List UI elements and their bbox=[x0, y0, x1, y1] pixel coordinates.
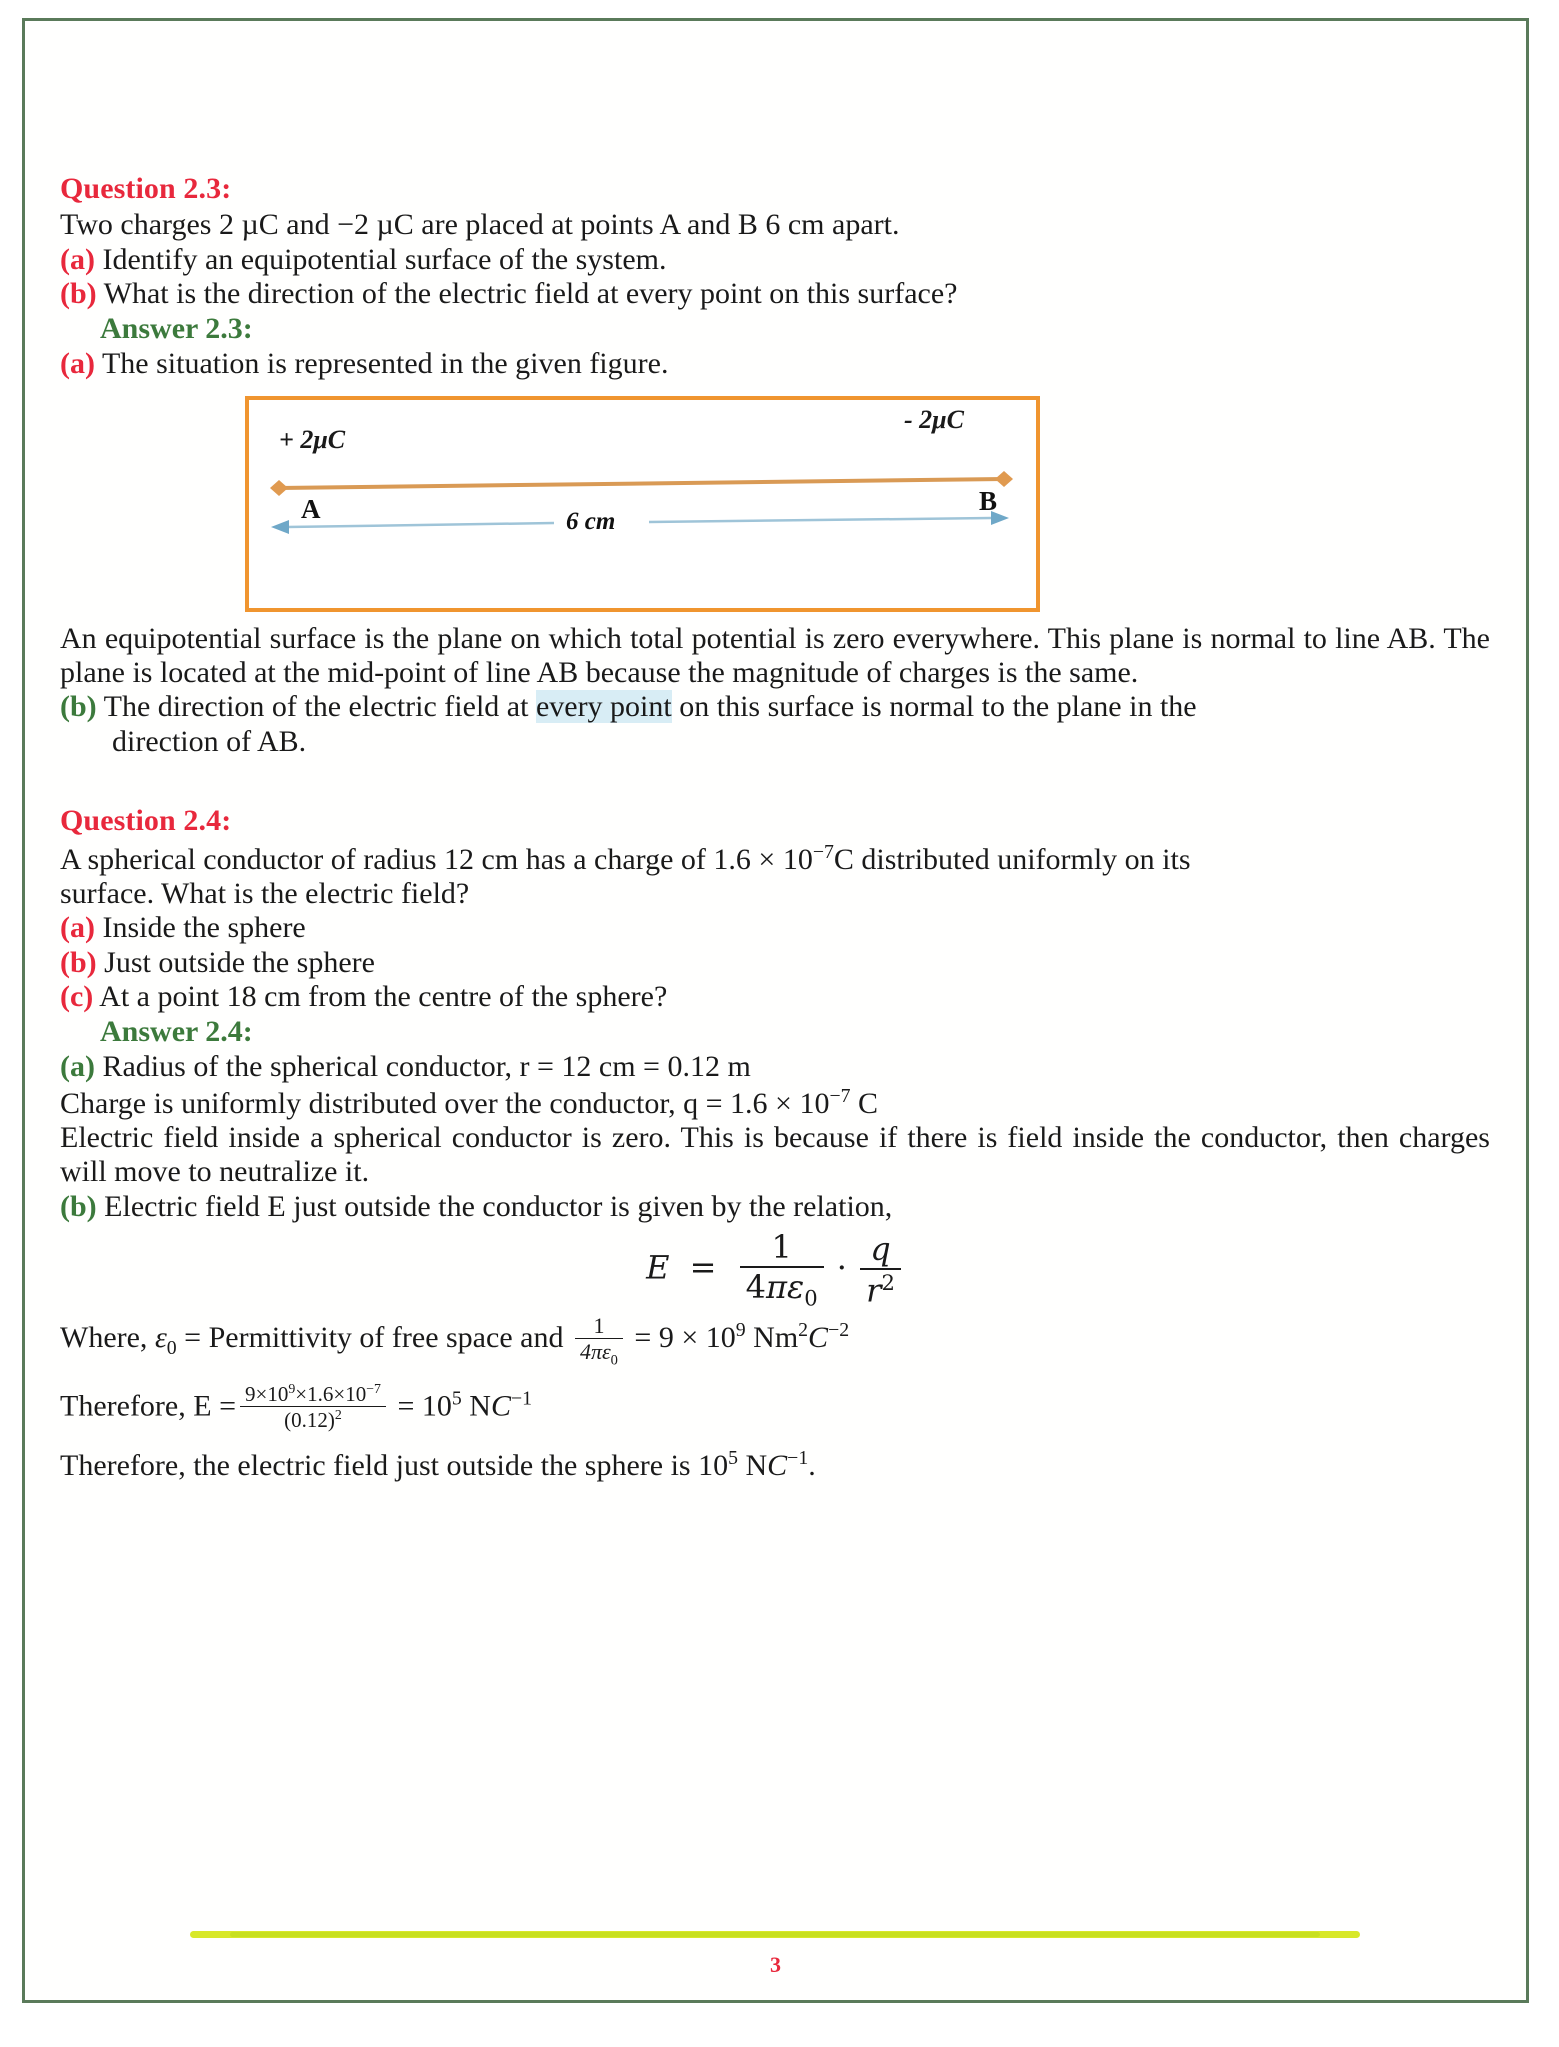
dimension-line-left bbox=[287, 523, 554, 527]
footer-rule bbox=[190, 1931, 1360, 1938]
answer-2-4-part-a bbox=[60, 1050, 1490, 1084]
q24-answer-text-b: Electric field E just outside the conductor is given by the relation, bbox=[104, 1189, 893, 1223]
part-label-b: (b) bbox=[60, 277, 97, 311]
therefore-denominator bbox=[240, 1406, 386, 1431]
den-4: 4 bbox=[745, 1267, 766, 1306]
den-r: r bbox=[866, 1271, 882, 1310]
q24-answer-label-b: (b) bbox=[60, 1189, 97, 1223]
where-frac-num: 1 bbox=[593, 1312, 605, 1338]
question-2-3-part-a bbox=[60, 243, 1490, 277]
den-pi: π bbox=[765, 1267, 788, 1306]
ther-num-b: ×1.6×10 bbox=[295, 1382, 367, 1407]
formula-fraction-2 bbox=[860, 1229, 901, 1310]
answer-2-4-heading: Answer 2.4: bbox=[100, 1015, 253, 1049]
part-text-b: What is the direction of the electric field at every point on this surface? bbox=[103, 277, 958, 311]
where-units-sup1: 2 bbox=[798, 1318, 809, 1341]
where-frac-den bbox=[575, 1338, 623, 1369]
question-2-4-part-a bbox=[60, 911, 1490, 945]
answer-2-3-part-b-cont: direction of AB. bbox=[112, 724, 307, 758]
dimension-line-right bbox=[649, 518, 991, 522]
where-epsilon-sub: 0 bbox=[166, 1336, 177, 1359]
answer-2-3-heading: Answer 2.3: bbox=[100, 312, 253, 346]
where-mid: = Permittivity of free space and bbox=[176, 1320, 571, 1354]
point-b-marker bbox=[995, 471, 1013, 487]
electric-field-computation-line bbox=[60, 1382, 1490, 1431]
page-frame bbox=[22, 18, 1529, 2003]
dimension-arrow-left bbox=[271, 520, 289, 534]
section-gap bbox=[60, 759, 1490, 803]
q24-stmt-b: C distributed uniformly on its bbox=[833, 842, 1191, 876]
answer-2-4-part-b bbox=[60, 1190, 1490, 1224]
q24-charge-b: C bbox=[850, 1086, 879, 1120]
therefore-fraction bbox=[240, 1382, 386, 1431]
ther-den-sup: 2 bbox=[334, 1407, 342, 1423]
where-epsilon: ε bbox=[154, 1320, 167, 1354]
therefore-numerator bbox=[240, 1382, 386, 1406]
q24-charge-a: Charge is uniformly distributed over the conductor, q = 1.6 × 10 bbox=[60, 1086, 830, 1120]
formula-frac2-numerator: q bbox=[870, 1229, 891, 1268]
formula-electric-field bbox=[60, 1227, 1490, 1310]
question-2-4-part-b bbox=[60, 946, 1490, 980]
therefore-prefix: Therefore, E bbox=[60, 1389, 220, 1423]
where-frac-den-text: 4πε bbox=[579, 1338, 611, 1364]
where-prefix: Where, bbox=[60, 1320, 155, 1354]
answer-text-b-highlight: every point bbox=[535, 690, 672, 724]
question-2-4-statement-line-2: surface. What is the electric field? bbox=[60, 876, 470, 910]
conclusion-sup: 5 bbox=[728, 1446, 738, 1469]
therefore-equals: = bbox=[219, 1389, 236, 1423]
formula-fraction-1 bbox=[740, 1227, 824, 1310]
point-a-marker bbox=[270, 480, 288, 496]
answer-label-b: (b) bbox=[60, 690, 97, 724]
document-content bbox=[60, 171, 1490, 1490]
question-2-4-heading: Question 2.4: bbox=[60, 804, 232, 838]
answer-label-a: (a) bbox=[60, 347, 95, 381]
q24-part-label-c: (c) bbox=[60, 979, 94, 1013]
den-eps: ε bbox=[787, 1267, 805, 1306]
therefore-rhs-units-sup: −1 bbox=[510, 1387, 533, 1410]
page-number: 3 bbox=[770, 1952, 781, 1977]
q24-stmt-exp: −7 bbox=[812, 840, 834, 863]
den-eps-sub: 0 bbox=[804, 1284, 818, 1310]
where-units-a: Nm bbox=[745, 1320, 799, 1354]
question-2-4-statement-line-1 bbox=[60, 841, 1490, 877]
therefore-rhs-units: N bbox=[461, 1389, 491, 1423]
answer-2-3-part-a bbox=[60, 347, 1490, 381]
ther-num-a-sup: 9 bbox=[288, 1381, 296, 1397]
answer-text-b-2: on this surface is normal to the plane in the bbox=[671, 690, 1197, 724]
equipotential-paragraph: An equipotential surface is the plane on which total potential is zero everywhere. This plane is normal to line AB. The plane is located at the mid-point of line AB because the magnitude of charges is the same. bbox=[60, 621, 1490, 690]
conclusion-b: N bbox=[737, 1448, 768, 1482]
conclusion-line bbox=[60, 1442, 1490, 1490]
where-fraction bbox=[575, 1314, 623, 1369]
where-equals: = 9 × 10 bbox=[626, 1320, 736, 1354]
ther-num-a: 9×10 bbox=[245, 1382, 289, 1407]
formula-frac2-denominator bbox=[860, 1268, 901, 1308]
therefore-rhs-sup: 5 bbox=[451, 1387, 462, 1410]
question-2-4-part-c bbox=[60, 980, 1490, 1014]
q24-part-label-a: (a) bbox=[60, 911, 95, 945]
den-r-sup: 2 bbox=[881, 1269, 895, 1295]
answer-2-3-part-b bbox=[60, 690, 1490, 724]
where-frac-den-sub: 0 bbox=[610, 1352, 618, 1369]
figure-charge-right-label: - 2μC bbox=[904, 404, 964, 434]
q24-charge-exp: −7 bbox=[829, 1084, 851, 1107]
q24-part-text-c: At a point 18 cm from the centre of the sphere? bbox=[99, 979, 668, 1013]
answer-2-4-charge-line bbox=[60, 1085, 1490, 1121]
page-inner bbox=[25, 21, 1526, 2000]
part-text-a: Identify an equipotential surface of the system. bbox=[102, 242, 667, 276]
where-exponent: 9 bbox=[735, 1318, 746, 1341]
formula-frac1-denominator bbox=[740, 1266, 824, 1310]
conclusion-c: C bbox=[767, 1448, 788, 1482]
figure-point-b-label: B bbox=[979, 485, 998, 516]
conclusion-end: . bbox=[808, 1448, 816, 1482]
formula-equals: = bbox=[689, 1248, 717, 1287]
q24-part-text-a: Inside the sphere bbox=[102, 911, 306, 945]
therefore-rhs-eq: = 10 bbox=[389, 1389, 452, 1423]
ther-num-b-sup: −7 bbox=[366, 1381, 381, 1397]
where-units-sup2: −2 bbox=[828, 1318, 850, 1341]
part-label-a: (a) bbox=[60, 242, 95, 276]
question-2-3-statement: Two charges 2 µC and −2 µC are placed at points A and B 6 cm apart. bbox=[60, 208, 900, 242]
formula-dot: · bbox=[836, 1248, 847, 1287]
ther-den: (0.12) bbox=[284, 1408, 335, 1433]
formula-frac1-numerator: 1 bbox=[771, 1227, 792, 1266]
figure-distance-label: 6 cm bbox=[559, 508, 622, 536]
therefore-rhs-units-c: C bbox=[490, 1389, 511, 1423]
q24-answer-label-a: (a) bbox=[60, 1050, 95, 1084]
answer-2-4-inside-field-paragraph: Electric field inside a spherical conductor is zero. This is because if there is field inside the conductor, then charges will move to neutralize it. bbox=[60, 1120, 1490, 1189]
answer-text-b-1: The direction of the electric field at bbox=[103, 690, 536, 724]
figure-charge-left-label: + 2μC bbox=[279, 424, 346, 454]
q24-part-text-b: Just outside the sphere bbox=[104, 945, 375, 979]
conclusion-sup2: −1 bbox=[787, 1446, 809, 1469]
where-units-b: C bbox=[808, 1320, 829, 1354]
q24-stmt-a: A spherical conductor of radius 12 cm has a charge of 1.6 × 10 bbox=[60, 842, 813, 876]
question-2-3-part-b bbox=[60, 277, 1490, 311]
permittivity-line bbox=[60, 1314, 1490, 1369]
answer-text-a: The situation is represented in the given figure. bbox=[101, 347, 669, 381]
charge-diagram-figure bbox=[245, 396, 1040, 612]
conclusion-a: Therefore, the electric field just outside the sphere is 10 bbox=[60, 1448, 729, 1482]
figure-point-a-label: A bbox=[301, 493, 321, 524]
formula-lhs: E bbox=[646, 1248, 670, 1287]
q24-part-label-b: (b) bbox=[60, 945, 97, 979]
q24-answer-text-a: Radius of the spherical conductor, r = 12 cm = 0.12 m bbox=[102, 1050, 751, 1084]
question-2-3-heading: Question 2.3: bbox=[60, 172, 232, 205]
line-ab bbox=[279, 479, 1004, 488]
